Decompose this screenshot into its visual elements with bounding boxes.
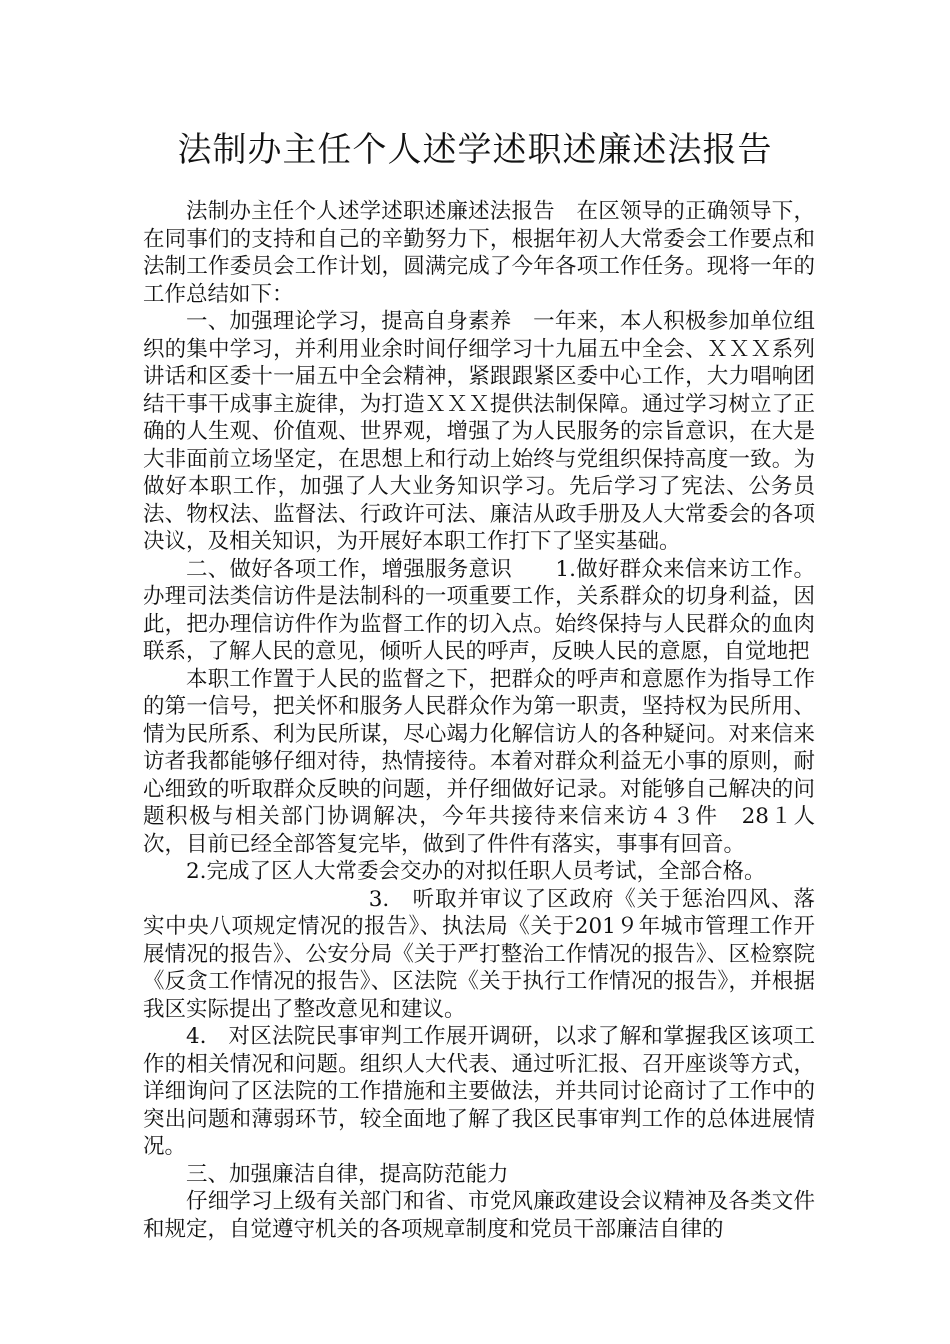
paragraph-section-3: 仔细学习上级有关部门和省、市党风廉政建设会议精神及各类文件和规定，自觉遵守机关的各项规章制度和党员干部廉洁自律的: [143, 1189, 815, 1242]
paragraph-item-4: 4. 对区法院民事审判工作展开调研，以求了解和掌握我区该项工作的相关情况和问题。组织人大代表、通过听汇报、召开座谈等方式，详细询问了区法院的工作措施和主要做法，并共同讨论商讨了工作中的突出问题和薄弱环节，较全面地了解了我区民事审判工作的总体进展情况。: [143, 1024, 815, 1159]
paragraph-item-3: 3. 听取并审议了区政府《关于惩治四风、落实中央八项规定情况的报告》、执法局《关于201９年城市管理工作开展情况的报告》、公安分局《关于严打整治工作情况的报告》、区检察院《反贪工作情况的报告》、区法院《关于执行工作情况的报告》，并根据我区实际提出了整改意见和建议。: [143, 886, 815, 1022]
paragraph-intro: 法制办主任个人述学述职述廉述法报告 在区领导的正确领导下，在同事们的支持和自己的辛勤努力下，根据年初人大常委会工作要点和法制工作委员会工作计划，圆满完成了今年各项工作任务。现将一年的工作总结如下：: [143, 199, 815, 307]
paragraph-item-2: 2.完成了区人大常委会交办的对拟任职人员考试，全部合格。: [186, 859, 766, 884]
document-title: 法制办主任个人述学述职述廉述法报告: [177, 130, 773, 170]
paragraph-section-3-heading: 三、加强廉洁自律，提高防范能力: [186, 1161, 509, 1187]
document-body: [143, 198, 815, 1243]
paragraph-section-1: 一、加强理论学习，提高自身素养 一年来，本人积极参加单位组织的集中学习，并利用业余时间仔细学习十九届五中全会、ＸＸＸ系列讲话和区委十一届五中全会精神，紧跟跟紧区委中心工作，大力唱响团结干事干成事主旋律，为打造ＸＸＸ提供法制保障。通过学习树立了正确的人生观、价值观、世界观，增强了为人民服务的宗旨意识，在大是大非面前立场坚定，在思想上和行动上始终与党组织保持高度一致。为做好本职工作，加强了人大业务知识学习。先后学习了宪法、公务员法、物权法、监督法、行政许可法、廉洁从政手册及人大常委会的各项决议，及相关知识，为开展好本职工作打下了坚实基础。: [143, 309, 815, 554]
paragraph-section-2: 二、做好各项工作，增强服务意识 1.做好群众来信来访工作。办理司法类信访件是法制科的一项重要工作，关系群众的切身利益，因此，把办理信访件作为监督工作的切入点。始终保持与人民群众的血肉联系，了解人民的意见，倾听人民的呼声，反映人民的意愿，自觉地把: [143, 556, 815, 664]
paragraph-section-2-continued: 本职工作置于人民的监督之下，把群众的呼声和意愿作为指导工作的第一信号，把关怀和服务人民群众作为第一职责，坚持权为民所用、情为民所系、利为民所谋，尽心竭力化解信访人的各种疑问。对来信来访者我都能够仔细对待，热情接待。本着对群众利益无小事的原则，耐心细致的听取群众反映的问题，并仔细做好记录。对能够自己解决的问题积极与相关部门协调解决，今年共接待来信来访４３件 28１人次，目前已经全部答复完毕，做到了件件有落实，事事有回音。: [143, 666, 815, 857]
